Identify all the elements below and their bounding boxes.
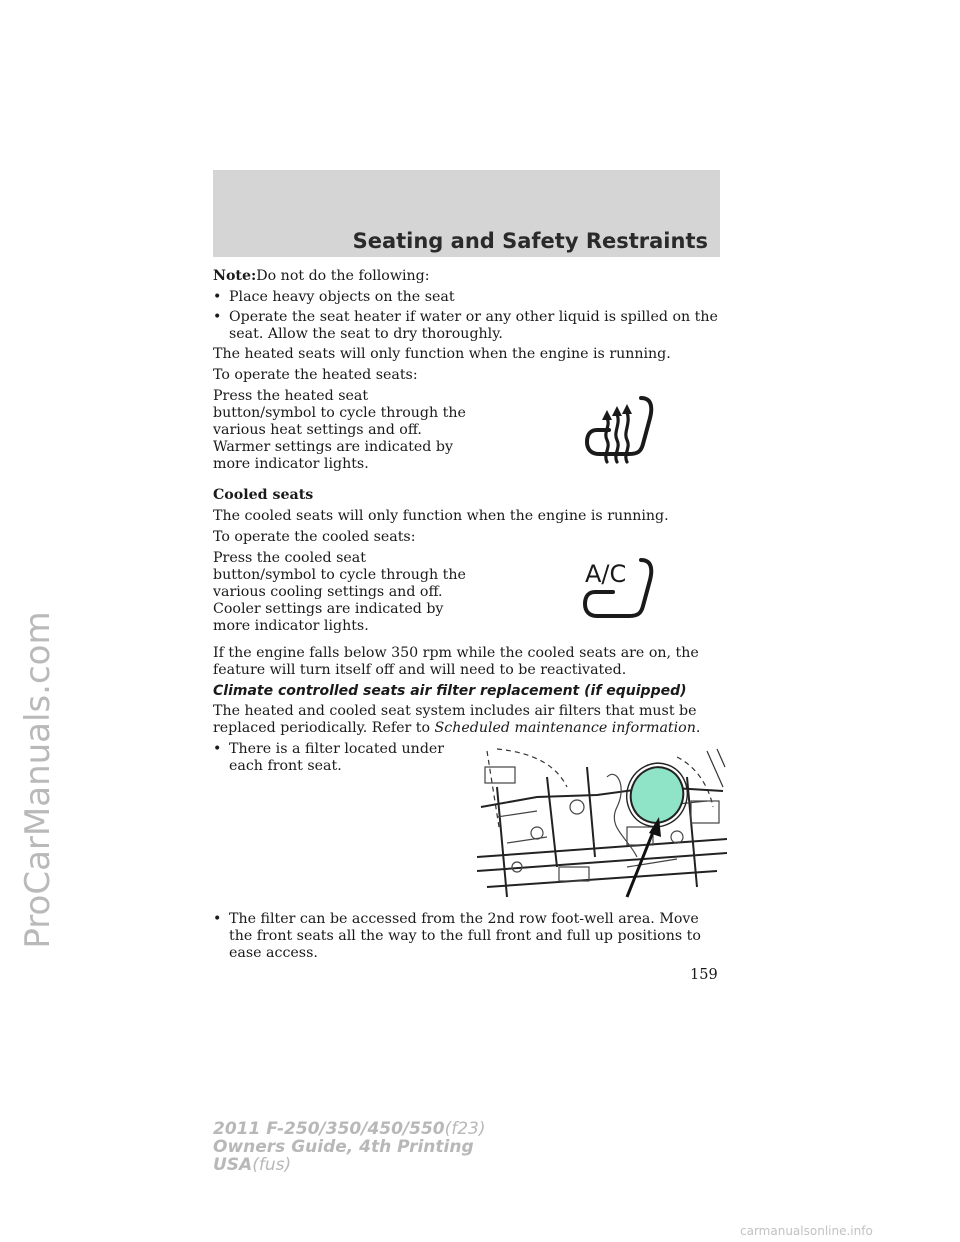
list-item	[213, 289, 723, 306]
heated-operate-text: To operate the heated seats:	[213, 367, 418, 383]
footer-model-code: (f23)	[444, 1119, 486, 1139]
bullet-dot: •	[213, 741, 222, 757]
filter-location-row	[213, 741, 723, 911]
cooled-operate-text: To operate the cooled seats:	[213, 529, 416, 545]
cooled-heading: Cooled seats	[213, 487, 314, 503]
filter-intro-reference: Scheduled maintenance information	[434, 720, 696, 736]
seat-filter-illustration	[477, 747, 727, 905]
heated-instruction: Press the heated seat button/symbol to cycle through the various heat settings and off. Warmer settings are indicated by more indicator lights.	[213, 388, 466, 472]
footer-market: USA	[213, 1155, 253, 1175]
cooled-seat-icon	[583, 554, 655, 635]
section-header	[213, 170, 720, 257]
page-number: 159	[690, 967, 718, 983]
heated-instruction-row	[213, 388, 723, 473]
filter-heading: Climate controlled seats air filter replacement (if equipped)	[213, 683, 687, 699]
footer-line-2: Owners Guide, 4th Printing	[213, 1137, 474, 1157]
bottom-watermark: carmanualsonline.info	[740, 1224, 873, 1238]
bullet-dot: •	[213, 911, 222, 927]
bullet-dot: •	[213, 309, 222, 325]
cooled-instruction-row	[213, 550, 723, 635]
note-paragraph	[213, 268, 723, 285]
filter-intro-text: The heated and cooled seat system includes air filters that must be replaced periodically. Refer to	[213, 703, 697, 736]
side-watermark	[4, 500, 64, 1060]
footer-market-code: (fus)	[252, 1155, 292, 1175]
list-item	[213, 911, 723, 962]
footer	[213, 1120, 486, 1174]
list-item	[213, 309, 723, 343]
cooled-engine-text: The cooled seats will only function when the engine is running.	[213, 508, 669, 524]
heated-engine-text: The heated seats will only function when the engine is running.	[213, 346, 671, 362]
side-watermark-text: ProCarManuals.com	[18, 611, 58, 949]
bullet-dot: •	[213, 289, 222, 305]
note-text: Do not do the following:	[256, 268, 430, 284]
filter-intro	[213, 703, 723, 737]
footer-line-3	[213, 1156, 486, 1174]
list-item-text: There is a filter located under each front seat.	[229, 741, 445, 774]
cooled-rpm-text: If the engine falls below 350 rpm while the cooled seats are on, the feature will turn itself off and will need to be reactivated.	[213, 645, 699, 678]
footer-line-1	[213, 1120, 486, 1138]
list-item-text: Operate the seat heater if water or any other liquid is spilled on the seat. Allow the seat to dry thoroughly.	[229, 309, 718, 342]
section-title: Seating and Safety Restraints	[352, 229, 708, 253]
note-label: Note:	[213, 268, 257, 284]
list-item-text: Place heavy objects on the seat	[229, 289, 455, 305]
cooled-instruction: Press the cooled seat button/symbol to cycle through the various cooling settings and off. Cooler settings are indicated by more indicator lights.	[213, 550, 466, 634]
page-content	[213, 268, 723, 965]
footer-model: 2011 F-250/350/450/550	[213, 1119, 445, 1139]
list-item	[213, 741, 469, 775]
filter-intro-end: .	[695, 720, 701, 736]
list-item-text: The filter can be accessed from the 2nd row foot-well area. Move the front seats all the way to the full front and full up positions to ease access.	[229, 911, 701, 961]
heated-seat-icon	[585, 392, 655, 473]
cooled-seat-icon-label: A/C	[585, 560, 627, 588]
